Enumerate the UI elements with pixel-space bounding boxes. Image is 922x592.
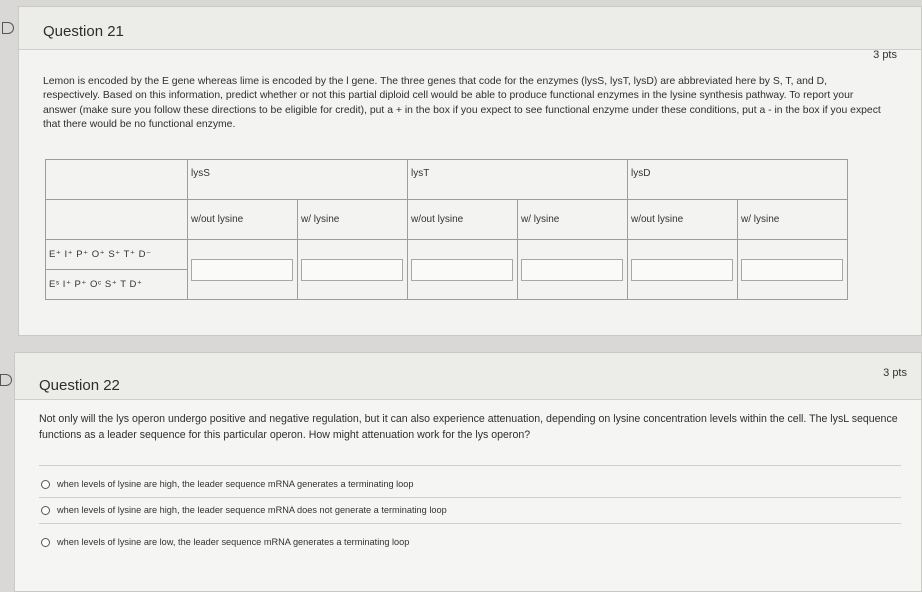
radio-icon[interactable] [41,480,50,489]
answer-input-lyss-with[interactable] [301,259,403,281]
subheader-lyst-with: w/ lysine [518,200,628,240]
group-header-lyst: lysT [408,160,628,200]
question-21-card [18,6,922,336]
subheader-lyss-without: w/out lysine [188,200,298,240]
answer-option[interactable] [41,537,409,547]
divider [39,523,901,524]
divider [39,465,901,466]
answer-option-label: when levels of lysine are high, the leader sequence mRNA does not generate a terminating loop [57,505,447,515]
answer-option-label: when levels of lysine are high, the leader sequence mRNA generates a terminating loop [57,479,414,489]
question-22-header [15,353,921,400]
answer-option[interactable] [41,505,447,515]
question-flag-icon[interactable] [0,374,12,386]
genotype-row-2: Eˢ I⁺ P⁺ Oᶜ S⁺ T D⁺ [46,270,188,300]
group-header-lysd: lysD [628,160,848,200]
genotype-row-1: E⁺ I⁺ P⁺ O⁺ S⁺ T⁺ D⁻ [46,240,188,270]
answer-cell [188,240,298,300]
answer-input-lyst-with[interactable] [521,259,623,281]
question-22-card [14,352,922,592]
answer-input-lysd-with[interactable] [741,259,843,281]
group-header-lyss: lysS [188,160,408,200]
answer-option[interactable] [41,479,413,489]
table-corner-cell [46,160,188,200]
answer-input-lysd-without[interactable] [631,259,733,281]
divider [39,497,901,498]
radio-icon[interactable] [41,506,50,515]
question-flag-icon[interactable] [2,22,14,34]
answer-input-lyst-without[interactable] [411,259,513,281]
question-21-header [19,7,921,50]
radio-icon[interactable] [41,538,50,547]
question-21-prompt: Lemon is encoded by the E gene whereas lime is encoded by the l gene. The three genes that code for the enzymes (lysS, lysT, lysD) are abbreviated here by S, T, and D, respectively. Based on this information, predict whether or not this partial diploid cell would be able to produce functional enzymes in the lysine synthesis pathway. To report your answer (make sure you follow these directions to be eligible for credit), put a + in the box if you expect to see functional enzyme under these conditions, put a - in the box if you expect that there would be no functional enzyme. [43,76,881,130]
subheader-lysd-without: w/out lysine [628,200,738,240]
subheader-lyss-with: w/ lysine [298,200,408,240]
answer-cell [628,240,738,300]
table-subheader-blank [46,200,188,240]
answer-option-label: when levels of lysine are low, the leader sequence mRNA generates a terminating loop [57,537,410,547]
question-22-points: 3 pts [883,367,907,379]
answer-input-lyss-without[interactable] [191,259,293,281]
answer-table [45,159,848,300]
question-22-title: Question 22 [39,377,120,394]
answer-cell [738,240,848,300]
subheader-lyst-without: w/out lysine [408,200,518,240]
question-21-title: Question 21 [43,23,124,40]
subheader-lysd-with: w/ lysine [738,200,848,240]
question-21-points: 3 pts [873,49,897,61]
answer-cell [298,240,408,300]
answer-cell [408,240,518,300]
question-22-prompt: Not only will the lys operon undergo positive and negative regulation, but it can also experience attenuation, depending on lysine concentration levels within the cell. The lysL sequence functions as a leader sequence for this particular operon. How might attenuation work for the lys operon? [39,413,898,441]
answer-cell [518,240,628,300]
